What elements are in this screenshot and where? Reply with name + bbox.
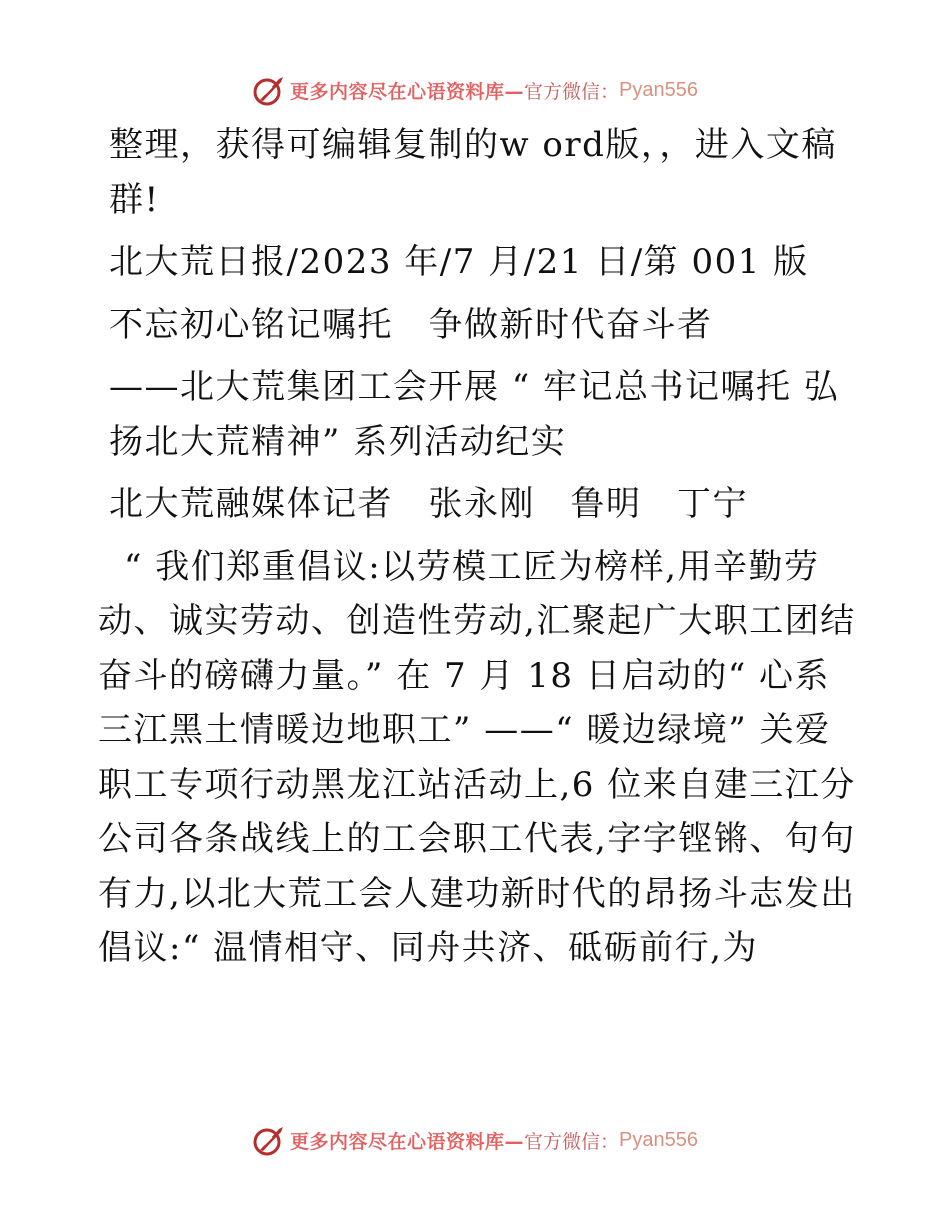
watermark-site-text: 更多内容尽在心语资料库—	[290, 1130, 525, 1153]
intro-paragraph: 整理，获得可编辑复制的w ord版，，进入文稿群!	[109, 125, 837, 220]
watermark-wechat-id: Pyan556	[619, 1128, 698, 1151]
article-subtitle: ——北大荒集团工会开展 “ 牢记总书记嘱托 弘扬北大荒精神” 系列活动纪实	[109, 367, 840, 462]
watermark-site-text: 更多内容尽在心语资料库—	[290, 80, 525, 103]
publication-line: 北大荒日报/2023 年/7 月/21 日/第 001 版	[109, 242, 809, 282]
article-body-paragraph: “ 我们郑重倡议:以劳模工匠为榜样,用辛勤劳动、诚实劳动、创造性劳动,汇聚起广大职工团结奋斗的磅礴力量。” 在 7 月 18 日启动的“ 心系三江黑土情暖边地职工” ——“ 暖边绿境” 关爱职工专项行动黑龙江站活动上,6 位来自建三江分公司各条战线上的工会职工代表,字字铿锵、句句有力,以北大荒工会人建功新时代的昂扬斗志发出倡议:“ 温情相守、同舟共济、砥砺前行,为	[98, 546, 856, 968]
quill-pen-logo-icon	[252, 73, 286, 107]
footer-watermark	[0, 1120, 950, 1160]
quill-pen-logo-icon	[252, 1123, 286, 1157]
watermark-wechat-label: 官方微信：	[524, 1130, 620, 1153]
article-byline: 北大荒融媒体记者 张永刚 鲁明 丁宁	[109, 484, 748, 524]
watermark-wechat-id: Pyan556	[619, 78, 698, 101]
article-title: 不忘初心铭记嘱托 争做新时代奋斗者	[109, 304, 713, 345]
watermark-wechat-label: 官方微信：	[524, 80, 620, 103]
document-body	[98, 118, 858, 984]
header-watermark	[0, 70, 950, 110]
